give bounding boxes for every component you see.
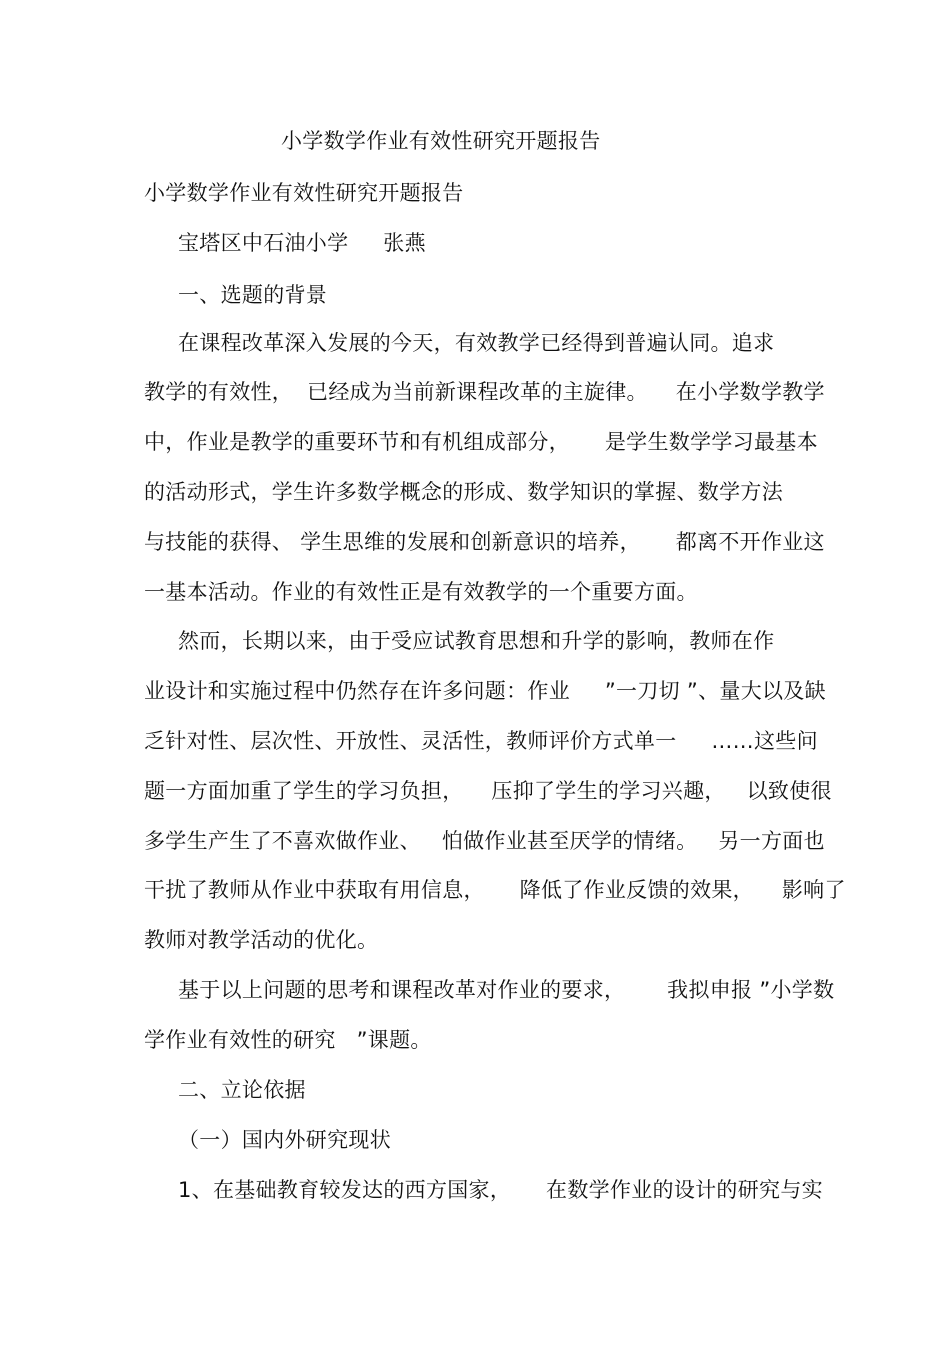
subsection-heading-1: （一）国内外研究现状	[178, 1128, 391, 1152]
paragraph-2-line-6: 干扰了教师从作业中获取有用信息， 降低了作业反馈的效果， 影响了	[144, 878, 846, 902]
paragraph-1-line-1: 在课程改革深入发展的今天，有效教学已经得到普遍认同。追求	[178, 331, 775, 355]
author-line: 宝塔区中石油小学 张燕	[178, 231, 426, 255]
paragraph-1-line-3: 中，作业是教学的重要环节和有机组成部分， 是学生数学学习最基本	[144, 430, 818, 454]
section-heading-1: 一、选题的背景	[178, 283, 328, 307]
document-subtitle: 小学数学作业有效性研究开题报告	[144, 181, 464, 205]
paragraph-1-line-5: 与技能的获得、 学生思维的发展和创新意识的培养， 都离不开作业这	[144, 530, 825, 554]
paragraph-1-line-2: 教学的有效性， 已经成为当前新课程改革的主旋律。 在小学数学教学	[144, 380, 825, 404]
paragraph-3-line-2: 学作业有效性的研究 ”课题。	[144, 1028, 432, 1052]
paragraph-1-line-4: 的活动形式，学生许多数学概念的形成、数学知识的掌握、数学方法	[144, 480, 783, 504]
paragraph-2-line-3: 乏针对性、层次性、开放性、灵活性，教师评价方式单一 ……这些问	[144, 729, 818, 753]
section-heading-2: 二、立论依据	[178, 1078, 306, 1102]
paragraph-1-line-6: 一基本活动。作业的有效性正是有效教学的一个重要方面。	[144, 580, 698, 604]
paragraph-2-line-7: 教师对教学活动的优化。	[144, 928, 379, 952]
paragraph-2-line-5: 多学生产生了不喜欢做作业、 怕做作业甚至厌学的情绪。 另一方面也	[144, 829, 825, 853]
paragraph-3-line-1: 基于以上问题的思考和课程改革对作业的要求， 我拟申报 ”小学数	[178, 978, 835, 1002]
paragraph-2-line-4: 题一方面加重了学生的学习负担， 压抑了学生的学习兴趣， 以致使很	[144, 779, 832, 803]
paragraph-2-line-2: 业设计和实施过程中仍然存在许多问题：作业 ”一刀切 ”、量大以及缺	[144, 679, 826, 703]
document-title: 小学数学作业有效性研究开题报告	[281, 129, 601, 153]
paragraph-4-line-1: 1、在基础教育较发达的西方国家， 在数学作业的设计的研究与实	[178, 1178, 823, 1202]
paragraph-2-line-1: 然而，长期以来，由于受应试教育思想和升学的影响，教师在作	[178, 629, 775, 653]
